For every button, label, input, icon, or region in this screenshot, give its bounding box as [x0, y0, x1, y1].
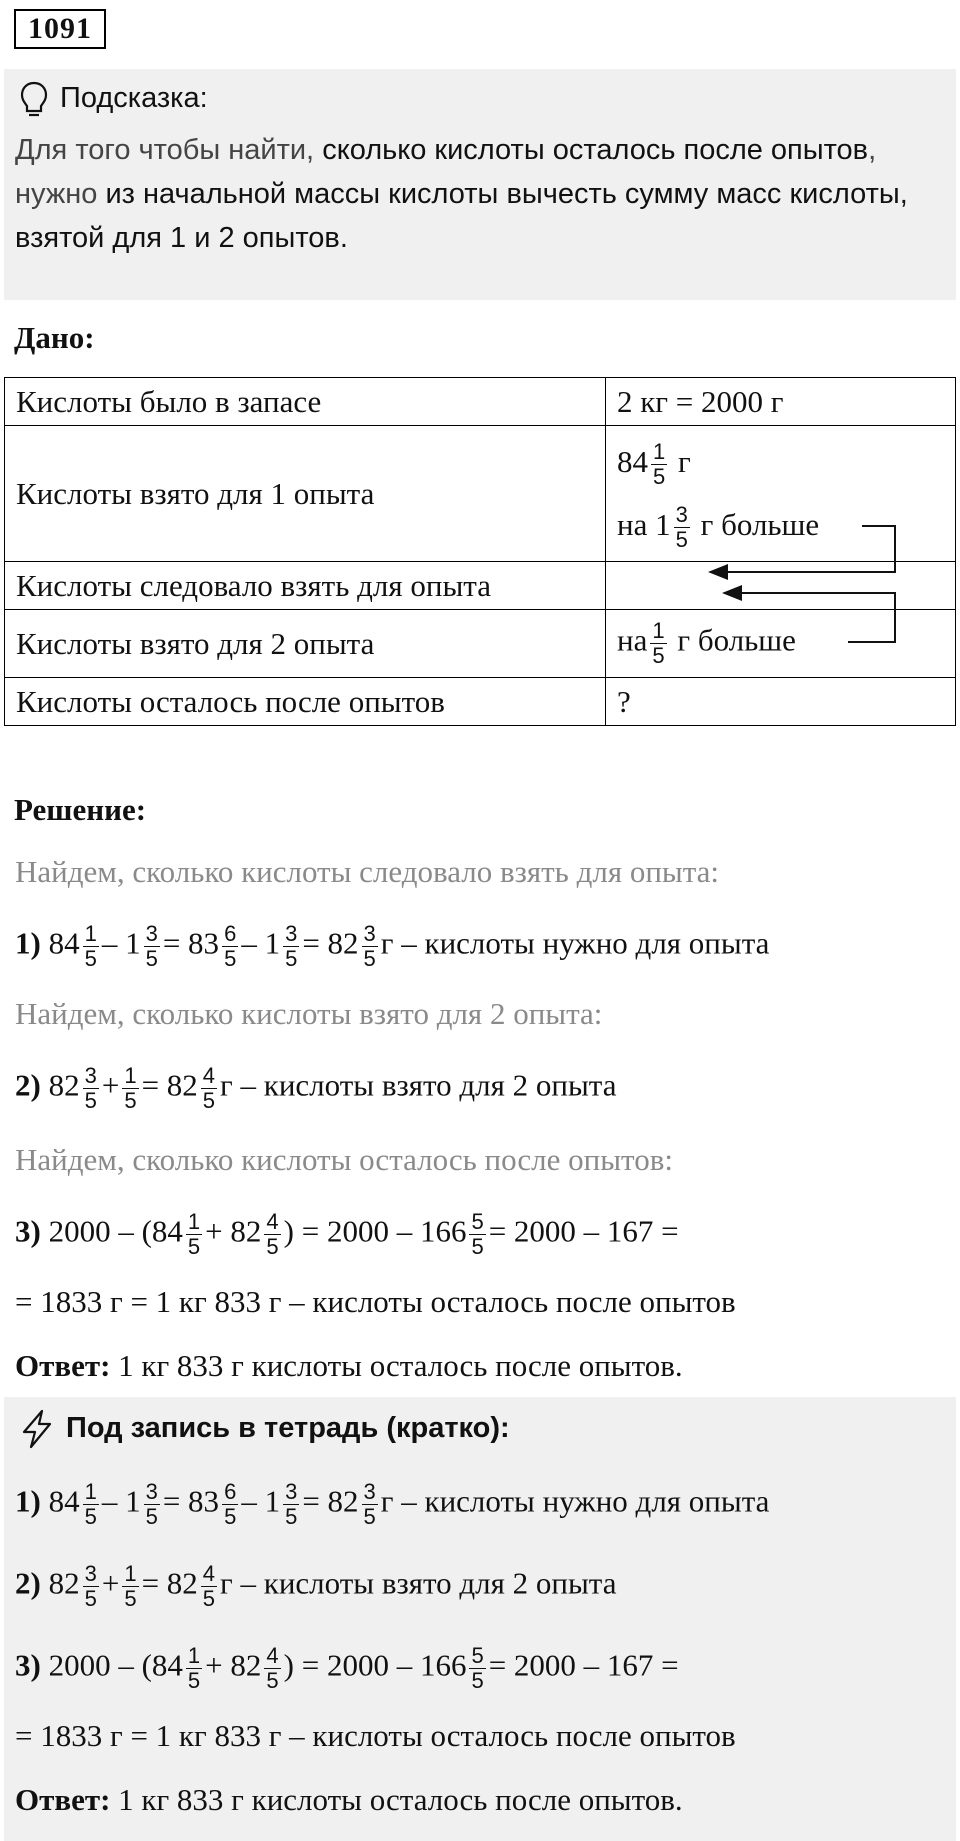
row-label: Кислоты следовало взять для опыта [5, 562, 606, 610]
hint-text-3: , нужно [15, 134, 877, 210]
solution-title: Решение: [14, 792, 147, 827]
reference-arrows [0, 0, 960, 760]
unit: г [678, 443, 691, 479]
row-value: 2 кг = 2000 г [606, 378, 956, 426]
step1-intro: Найдем, сколько кислоты следовало взять для опыта: [15, 854, 720, 889]
row-label: Кислоты взято для 2 опыта [5, 610, 606, 678]
quick-step1: 1) 84 $\frac{1}{5}$ – 1 $\frac{3}{5}$ = 83 $\frac{6}{5}$ – 1 $\frac{3}{5}$ = 82 $\frac{3}{5}$ г – кислоты нужно для опыта [15, 1479, 770, 1529]
step3-equation: 3) 2000 – (84 $\frac{1}{5}$ + 82 $\frac{4}{5}$ ) = 2000 – 166 $\frac{5}{5}$ = 2000 – 167 = [15, 1209, 679, 1259]
quick-step3-line2: = 1833 г = 1 кг 833 г – кислоты осталось после опытов [15, 1718, 736, 1753]
hint-text-1: Для того чтобы найти, [15, 134, 323, 166]
quick-notes-panel [4, 1397, 956, 1841]
row-label: Кислоты осталось после опытов [5, 678, 606, 726]
quick-answer: Ответ: 1 кг 833 г кислоты осталось после опытов. [15, 1782, 683, 1817]
hint-text-4: из начальной массы кислоты вычесть сумму масс кислоты, взятой для 1 и 2 опытов. [15, 178, 908, 254]
quick-step2: 2) 82 $\frac{3}{5}$ + $\frac{1}{5}$ = 82 $\frac{4}{5}$ г – кислоты взято для 2 опыта [15, 1561, 617, 1611]
quick-step3: 3) 2000 – (84 $\frac{1}{5}$ + 82 $\frac{4}{5}$ ) = 2000 – 166 $\frac{5}{5}$ = 2000 – 167 = [15, 1643, 679, 1693]
fraction: $\frac{1}{5}$ [653, 438, 666, 489]
step1-equation: 1) 84 $\frac{1}{5}$ – 1 $\frac{3}{5}$ = 83 $\frac{6}{5}$ – 1 $\frac{3}{5}$ = 82 $\frac{3}{5}$ г – кислоты нужно для опыта [15, 921, 770, 971]
more-post: г больше [700, 506, 820, 542]
given-title: Дано: [14, 320, 95, 355]
answer: Ответ: 1 кг 833 г кислоты осталось после опытов. [15, 1348, 683, 1383]
quick-notes-heading [16, 1402, 510, 1454]
more-pre: на 1 [617, 506, 671, 542]
mixed-int: 84 [617, 443, 648, 479]
fraction: $\frac{3}{5}$ [675, 501, 688, 552]
step2-intro: Найдем, сколько кислоты взято для 2 опыта: [15, 996, 603, 1031]
step3-line2: = 1833 г = 1 кг 833 г – кислоты осталось после опытов [15, 1284, 736, 1319]
step2-equation: 2) 82 $\frac{3}{5}$ + $\frac{1}{5}$ = 82 $\frac{4}{5}$ г – кислоты взято для 2 опыта [15, 1063, 617, 1113]
lightning-icon [16, 1408, 58, 1450]
step3-intro: Найдем, сколько кислоты осталось после опытов: [15, 1142, 673, 1177]
row-label: Кислоты было в запасе [5, 378, 606, 426]
quick-title: Под запись в тетрадь (кратко): [66, 1412, 510, 1444]
fraction: $\frac{1}{5}$ [652, 618, 665, 668]
row-label: Кислоты взято для 1 опыта [5, 426, 606, 562]
row-value: на $\frac{1}{5}$ г больше [606, 610, 956, 678]
hint-text-2: сколько кислоты осталось после опытов [322, 134, 869, 166]
problem-number: 1091 [14, 9, 106, 49]
row-value: ? [606, 678, 956, 726]
hint-title: Подсказка: [60, 82, 208, 114]
